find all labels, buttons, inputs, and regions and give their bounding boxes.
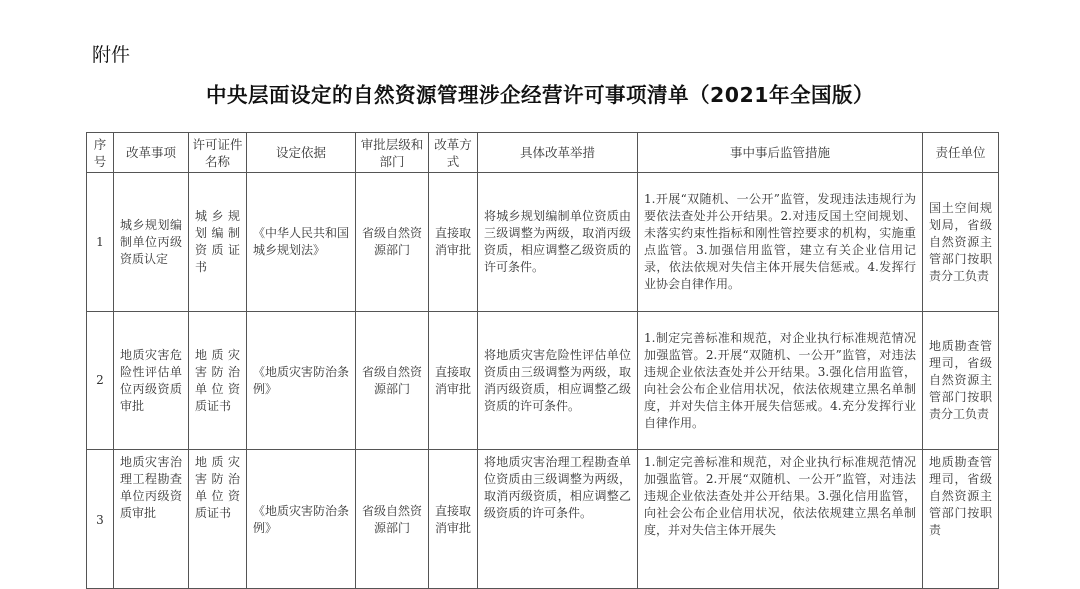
header-cell: 事中事后监管措施 [638, 133, 923, 173]
permit-list-table [86, 132, 999, 589]
approval-level: 省级自然资源部门 [356, 450, 429, 589]
reform-measures: 将地质灾害危险性评估单位资质由三级调整为两级，取消丙级资质，相应调整乙级资质的许可条件。 [478, 312, 638, 450]
responsible-unit: 地质勘查管理司，省级自然资源主管部门按职责分工负责 [923, 312, 999, 450]
header-cell: 改革事项 [114, 133, 189, 173]
approval-level: 省级自然资源部门 [356, 312, 429, 450]
responsible-unit: 国土空间规划局，省级自然资源主管部门按职责分工负责 [923, 173, 999, 312]
header-cell: 审批层级和部门 [356, 133, 429, 173]
reform-method: 直接取消审批 [429, 173, 478, 312]
approval-level: 省级自然资源部门 [356, 173, 429, 312]
header-cell: 序号 [87, 133, 114, 173]
legal-basis: 《地质灾害防治条例》 [247, 450, 356, 589]
reform-item: 地质灾害危险性评估单位丙级资质审批 [114, 312, 189, 450]
table-row [87, 312, 999, 450]
reform-item: 城乡规划编制单位丙级资质认定 [114, 173, 189, 312]
reform-method: 直接取消审批 [429, 450, 478, 589]
reform-item: 地质灾害治理工程勘查单位丙级资质审批 [114, 450, 189, 589]
supervision-measures: 1.制定完善标准和规范，对企业执行标准规范情况加强监管。2.开展“双随机、一公开”监管，对违法违规企业依法查处并公开结果。3.强化信用监管，向社会公布企业信用状况，依法依规建立黑名单制度，并对失信主体开展失信惩戒。4.充分发挥行业自律作用。 [638, 312, 923, 450]
header-cell: 设定依据 [247, 133, 356, 173]
license-name: 城乡规划编制资质证书 [189, 173, 247, 312]
header-cell: 许可证件名称 [189, 133, 247, 173]
header-cell: 责任单位 [923, 133, 999, 173]
legal-basis: 《地质灾害防治条例》 [247, 312, 356, 450]
table-row [87, 450, 999, 589]
header-cell: 具体改革举措 [478, 133, 638, 173]
header-cell: 改革方式 [429, 133, 478, 173]
table-header-row [87, 133, 999, 173]
supervision-measures: 1.制定完善标准和规范，对企业执行标准规范情况加强监管。2.开展“双随机、一公开”监管，对违法违规企业依法查处并公开结果。3.强化信用监管，向社会公布企业信用状况，依法依规建立黑名单制度，并对失信主体开展失 [638, 450, 923, 589]
table-row [87, 173, 999, 312]
supervision-measures: 1.开展“双随机、一公开”监管，发现违法违规行为要依法查处并公开结果。2.对违反国土空间规划、未落实约束性指标和刚性管控要求的机构，实施重点监管。3.加强信用监管，建立有关企业信用记录，依法依规对失信主体开展失信惩戒。4.发挥行业协会自律作用。 [638, 173, 923, 312]
row-number: 2 [87, 312, 114, 450]
legal-basis: 《中华人民共和国城乡规划法》 [247, 173, 356, 312]
row-number: 3 [87, 450, 114, 589]
reform-method: 直接取消审批 [429, 312, 478, 450]
license-name: 地质灾害防治单位资质证书 [189, 312, 247, 450]
license-name: 地质灾害防治单位资质证书 [189, 450, 247, 589]
document-title: 中央层面设定的自然资源管理涉企经营许可事项清单（2021年全国版） [205, 83, 875, 107]
reform-measures: 将地质灾害治理工程勘查单位资质由三级调整为两级，取消丙级资质，相应调整乙级资质的许可条件。 [478, 450, 638, 589]
responsible-unit: 地质勘查管理司，省级自然资源主管部门按职责 [923, 450, 999, 589]
reform-measures: 将城乡规划编制单位资质由三级调整为两级，取消丙级资质，相应调整乙级资质的许可条件。 [478, 173, 638, 312]
row-number: 1 [87, 173, 114, 312]
attachment-label: 附件 [92, 44, 131, 66]
